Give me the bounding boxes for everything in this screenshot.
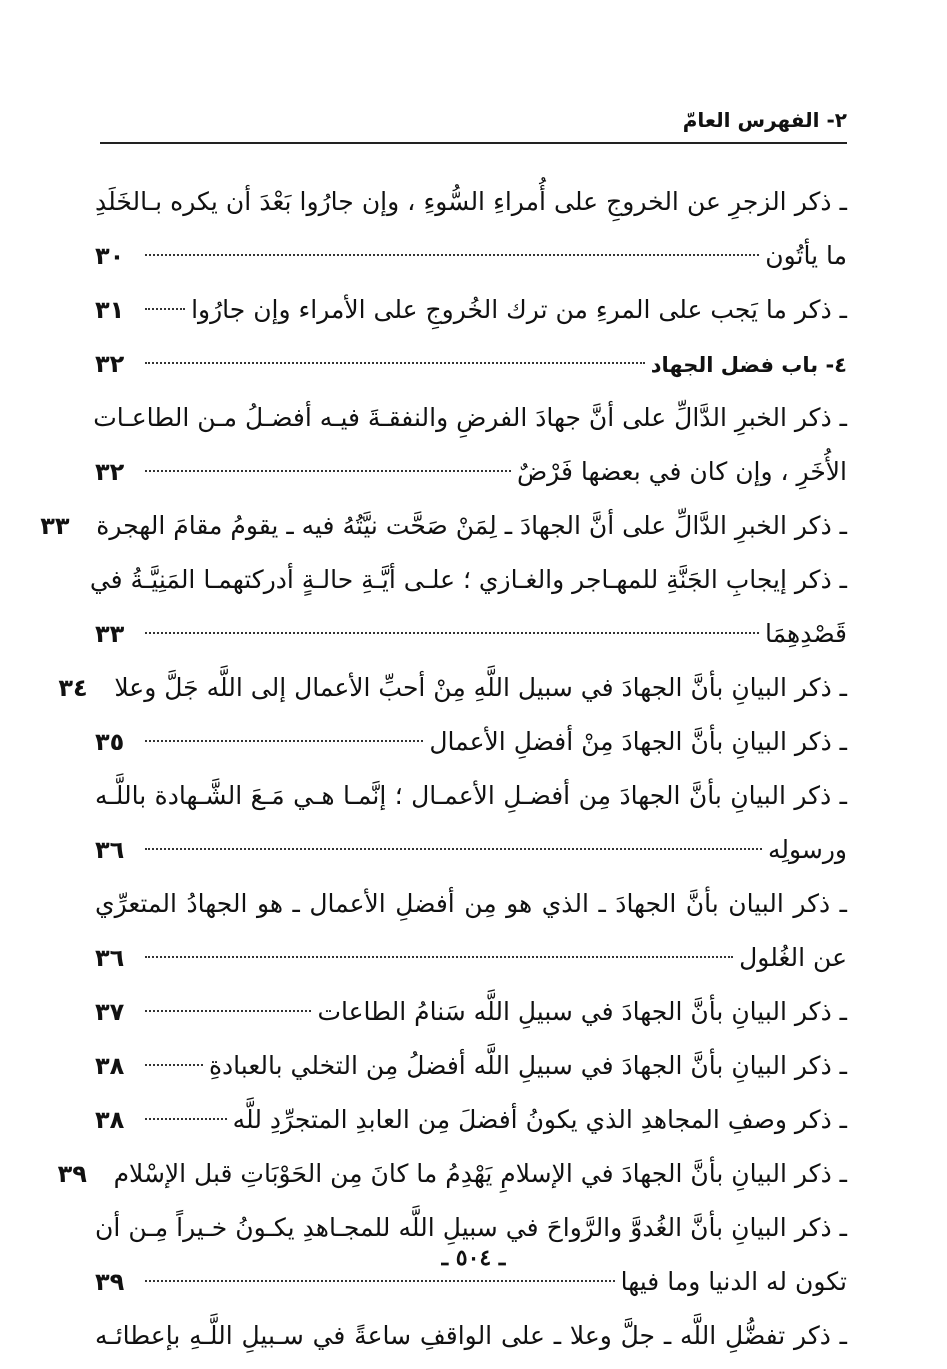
index-entry <box>95 1039 847 1093</box>
entry-page-number: ٣٨ <box>95 1052 125 1080</box>
entry-text: ورسولِه <box>767 835 847 864</box>
entry-page-number: ٣٠ <box>95 242 125 270</box>
index-entry: ـ ذكر الزجرِ عن الخروجِ على أُمراءِ السُّوءِ ، وإن جارُوا بَعْدَ أن يكره بـالخَلَدِ <box>95 187 847 216</box>
entry-page-number: ٣٩ <box>57 1160 87 1188</box>
entry-page-number: ٣٦ <box>95 836 125 864</box>
index-entry <box>95 337 847 391</box>
page-header <box>100 108 847 144</box>
index-entry <box>95 715 847 769</box>
entry-text: ـ ذكر البيانِ بأنَّ الجهادَ في سبيل اللَّهِ مِنْ أحبِّ الأعمال إلى اللَّه جَلَّ وعلا <box>114 673 847 702</box>
entry-page-number: ٣٢ <box>95 458 125 486</box>
index-entry <box>95 283 847 337</box>
leader-dots <box>145 308 185 310</box>
entry-page-number: ٣٥ <box>95 728 125 756</box>
entry-page-number: ٣١ <box>95 296 125 324</box>
leader-dots <box>145 254 759 256</box>
index-entry <box>95 229 847 283</box>
entry-page-number: ٣٣ <box>95 620 125 648</box>
index-entry: ـ ذكر الخبرِ الدَّالِّ على أنَّ جهادَ الفرضِ والنفقـةَ فيـه أفضـلُ مـن الطاعـات <box>93 403 847 432</box>
index-entry <box>95 607 847 661</box>
index-entry <box>40 499 847 553</box>
leader-dots <box>145 956 733 958</box>
entry-text: ـ ذكر وصفِ المجاهدِ الذي يكونُ أفضلَ مِن العابدِ المتجرِّدِ للَّه <box>232 1105 847 1134</box>
leader-dots <box>145 1064 203 1066</box>
entry-text: الأُخَرِ ، وإن كان في بعضها فَرْضٌ <box>516 457 847 486</box>
leader-dots <box>145 1280 615 1282</box>
leader-dots <box>145 1010 311 1012</box>
index-entry <box>95 445 847 499</box>
index-entry <box>95 985 847 1039</box>
entry-page-number: ٣٢ <box>95 350 125 378</box>
index-entry <box>95 1093 847 1147</box>
entry-text: قَصْدِهِمَا <box>764 619 847 648</box>
entry-text: ـ ذكر البيانِ بأنَّ الجهادَ في سبيلِ اللَّه سَنامُ الطاعات <box>317 997 847 1026</box>
index-entry <box>95 823 847 877</box>
entry-page-number: ٣٦ <box>95 944 125 972</box>
header-title: ٢- الفهرس العامّ <box>682 108 847 132</box>
leader-dots <box>145 362 645 364</box>
leader-dots <box>145 470 511 472</box>
entry-text: ـ ذكر ما يَجب على المرءِ من ترك الخُروجِ على الأمراء وإن جارُوا <box>191 295 847 324</box>
index-entries <box>40 175 847 1363</box>
index-entry <box>58 661 847 715</box>
entry-text: ما يأتُون <box>765 241 847 270</box>
page-number: ـ ٥٠٤ ـ <box>441 1245 506 1271</box>
leader-dots <box>145 740 423 742</box>
leader-dots <box>145 1118 227 1120</box>
leader-dots <box>145 848 762 850</box>
entry-page-number: ٣٩ <box>95 1268 125 1296</box>
entry-page-number: ٣٤ <box>58 674 88 702</box>
index-entry: ـ ذكر البيانِ بأنَّ الغُدوَّ والرَّواحَ في سبيلِ اللَّه للمجـاهدِ يكـونُ خـيراً مِـن أن <box>95 1213 847 1242</box>
index-entry <box>57 1147 847 1201</box>
entry-page-number: ٣٧ <box>95 998 125 1026</box>
entry-text: ـ ذكر البيانِ بأنَّ الجهادَ في سبيلِ اللَّه أفضلُ مِن التخلي بالعبادةِ <box>208 1051 847 1080</box>
entry-text: ـ ذكر الخبرِ الدَّالِّ على أنَّ الجهادَ ـ لِمَنْ صَحَّت نيَّتُهُ فيه ـ يقومُ مقامَ الهجرة <box>96 511 847 540</box>
entry-page-number: ٣٣ <box>40 512 70 540</box>
entry-page-number: ٣٨ <box>95 1106 125 1134</box>
index-entry: ـ ذكر البيان بأنَّ الجهادَ ـ الذي هو مِن أفضلِ الأعمال ـ هو الجهادُ المتعرِّي <box>95 889 847 918</box>
index-entry: ـ ذكر إيجابِ الجَنَّةِ للمهـاجر والغـازي ؛ علـى أيَّـةِ حالـةٍ أدركتهمـا المَنِيَّـةُ في <box>89 565 847 594</box>
entry-text: ـ ذكر البيانِ بأنَّ الجهادَ مِنْ أفضلِ الأعمال <box>429 727 847 756</box>
index-entry <box>95 931 847 985</box>
index-entry: ـ ذكر البيانِ بأنَّ الجهادَ مِن أفضـلِ الأعمـال ؛ إنَّمـا هـي مَـعَ الشَّـهادة باللَّـه <box>95 781 847 810</box>
entry-text: عن الغُلول <box>739 943 847 972</box>
entry-text: ـ ذكر البيانِ بأنَّ الجهادَ في الإسلامِ يَهْدِمُ ما كانَ مِن الحَوْبَاتِ قبل الإسْلام <box>113 1159 847 1188</box>
index-entry: ـ ذكر تفضُّلِ اللَّه ـ جلَّ وعلا ـ على الواقفِ ساعةً في سـبيلِ اللَّـهِ بإعطائـه <box>95 1321 847 1350</box>
entry-text: تكون له الدنيا وما فيها <box>620 1267 847 1296</box>
entry-text: ٤- باب فضل الجهاد <box>650 353 847 377</box>
leader-dots <box>145 632 759 634</box>
